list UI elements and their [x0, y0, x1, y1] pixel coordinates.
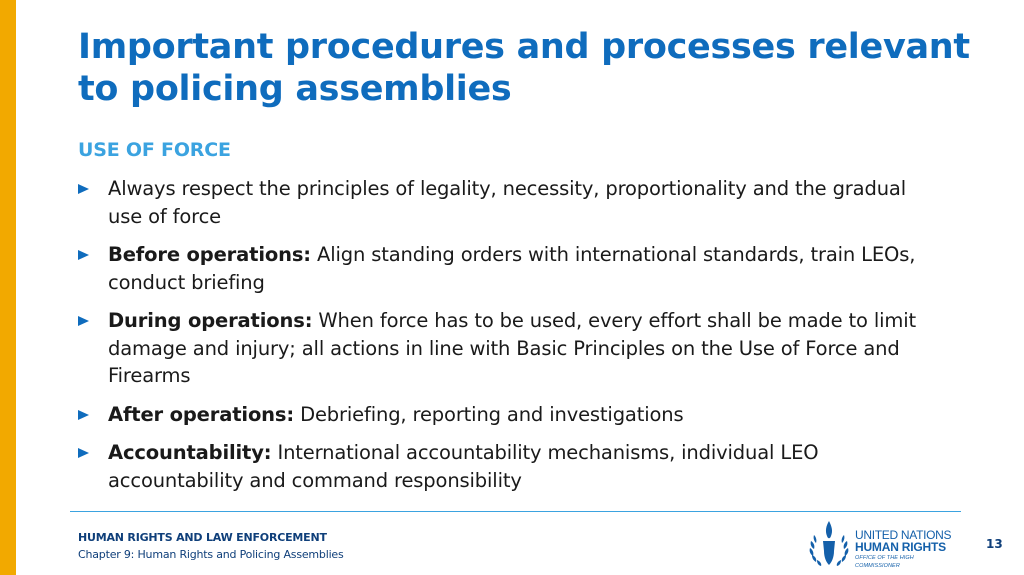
triangle-bullet-icon [78, 448, 89, 458]
logo-line-office: OFFICE OF THE HIGH COMMISSIONER [855, 555, 914, 569]
accent-bar [0, 0, 16, 575]
footer-chapter: Chapter 9: Human Rights and Policing Assemblies [78, 548, 344, 561]
bullet-text: Always respect the principles of legality, necessity, proportionality and the gradual use of force [108, 177, 906, 228]
bullet-lead: Accountability: [108, 441, 272, 464]
bullet-text: When force has to be used, every effort shall be made to limit damage and injury; all actions in line with Basic Principles on the Use of Force and Firearms [108, 309, 916, 387]
un-human-rights-emblem-icon [806, 517, 852, 569]
bullet-item-principles [78, 175, 938, 230]
triangle-bullet-icon [78, 316, 89, 326]
bullet-lead: After operations: [108, 402, 295, 426]
section-heading: USE OF FORCE [78, 139, 231, 161]
bullet-list [78, 175, 938, 505]
bullet-text: Align standing orders with international standards, train LEOs, conduct briefing [108, 243, 916, 294]
bullet-item-accountability [78, 439, 938, 494]
bullet-text: International accountability mechanisms, individual LEO accountability and command responsibility [108, 441, 819, 492]
un-human-rights-logo [806, 517, 956, 569]
footer-divider [70, 511, 961, 512]
logo-line-united-nations: UNITED NATIONS [855, 528, 952, 542]
page-number: 13 [986, 537, 1003, 551]
bullet-lead: During operations: [108, 309, 313, 332]
bullet-item-during-operations [78, 307, 938, 390]
bullet-lead: Before operations: [108, 243, 311, 266]
logo-line-human-rights: HUMAN RIGHTS [855, 540, 946, 554]
bullet-item-before-operations [78, 241, 938, 296]
triangle-bullet-icon [78, 250, 89, 260]
logo-text [855, 529, 960, 570]
bullet-text: Debriefing, reporting and investigations [294, 402, 684, 426]
bullet-item-after-operations [78, 401, 938, 429]
triangle-bullet-icon [78, 184, 89, 194]
slide-title: Important procedures and processes relevant to policing assemblies [78, 27, 970, 109]
footer-org-name: HUMAN RIGHTS AND LAW ENFORCEMENT [78, 531, 327, 544]
triangle-bullet-icon [78, 410, 89, 420]
